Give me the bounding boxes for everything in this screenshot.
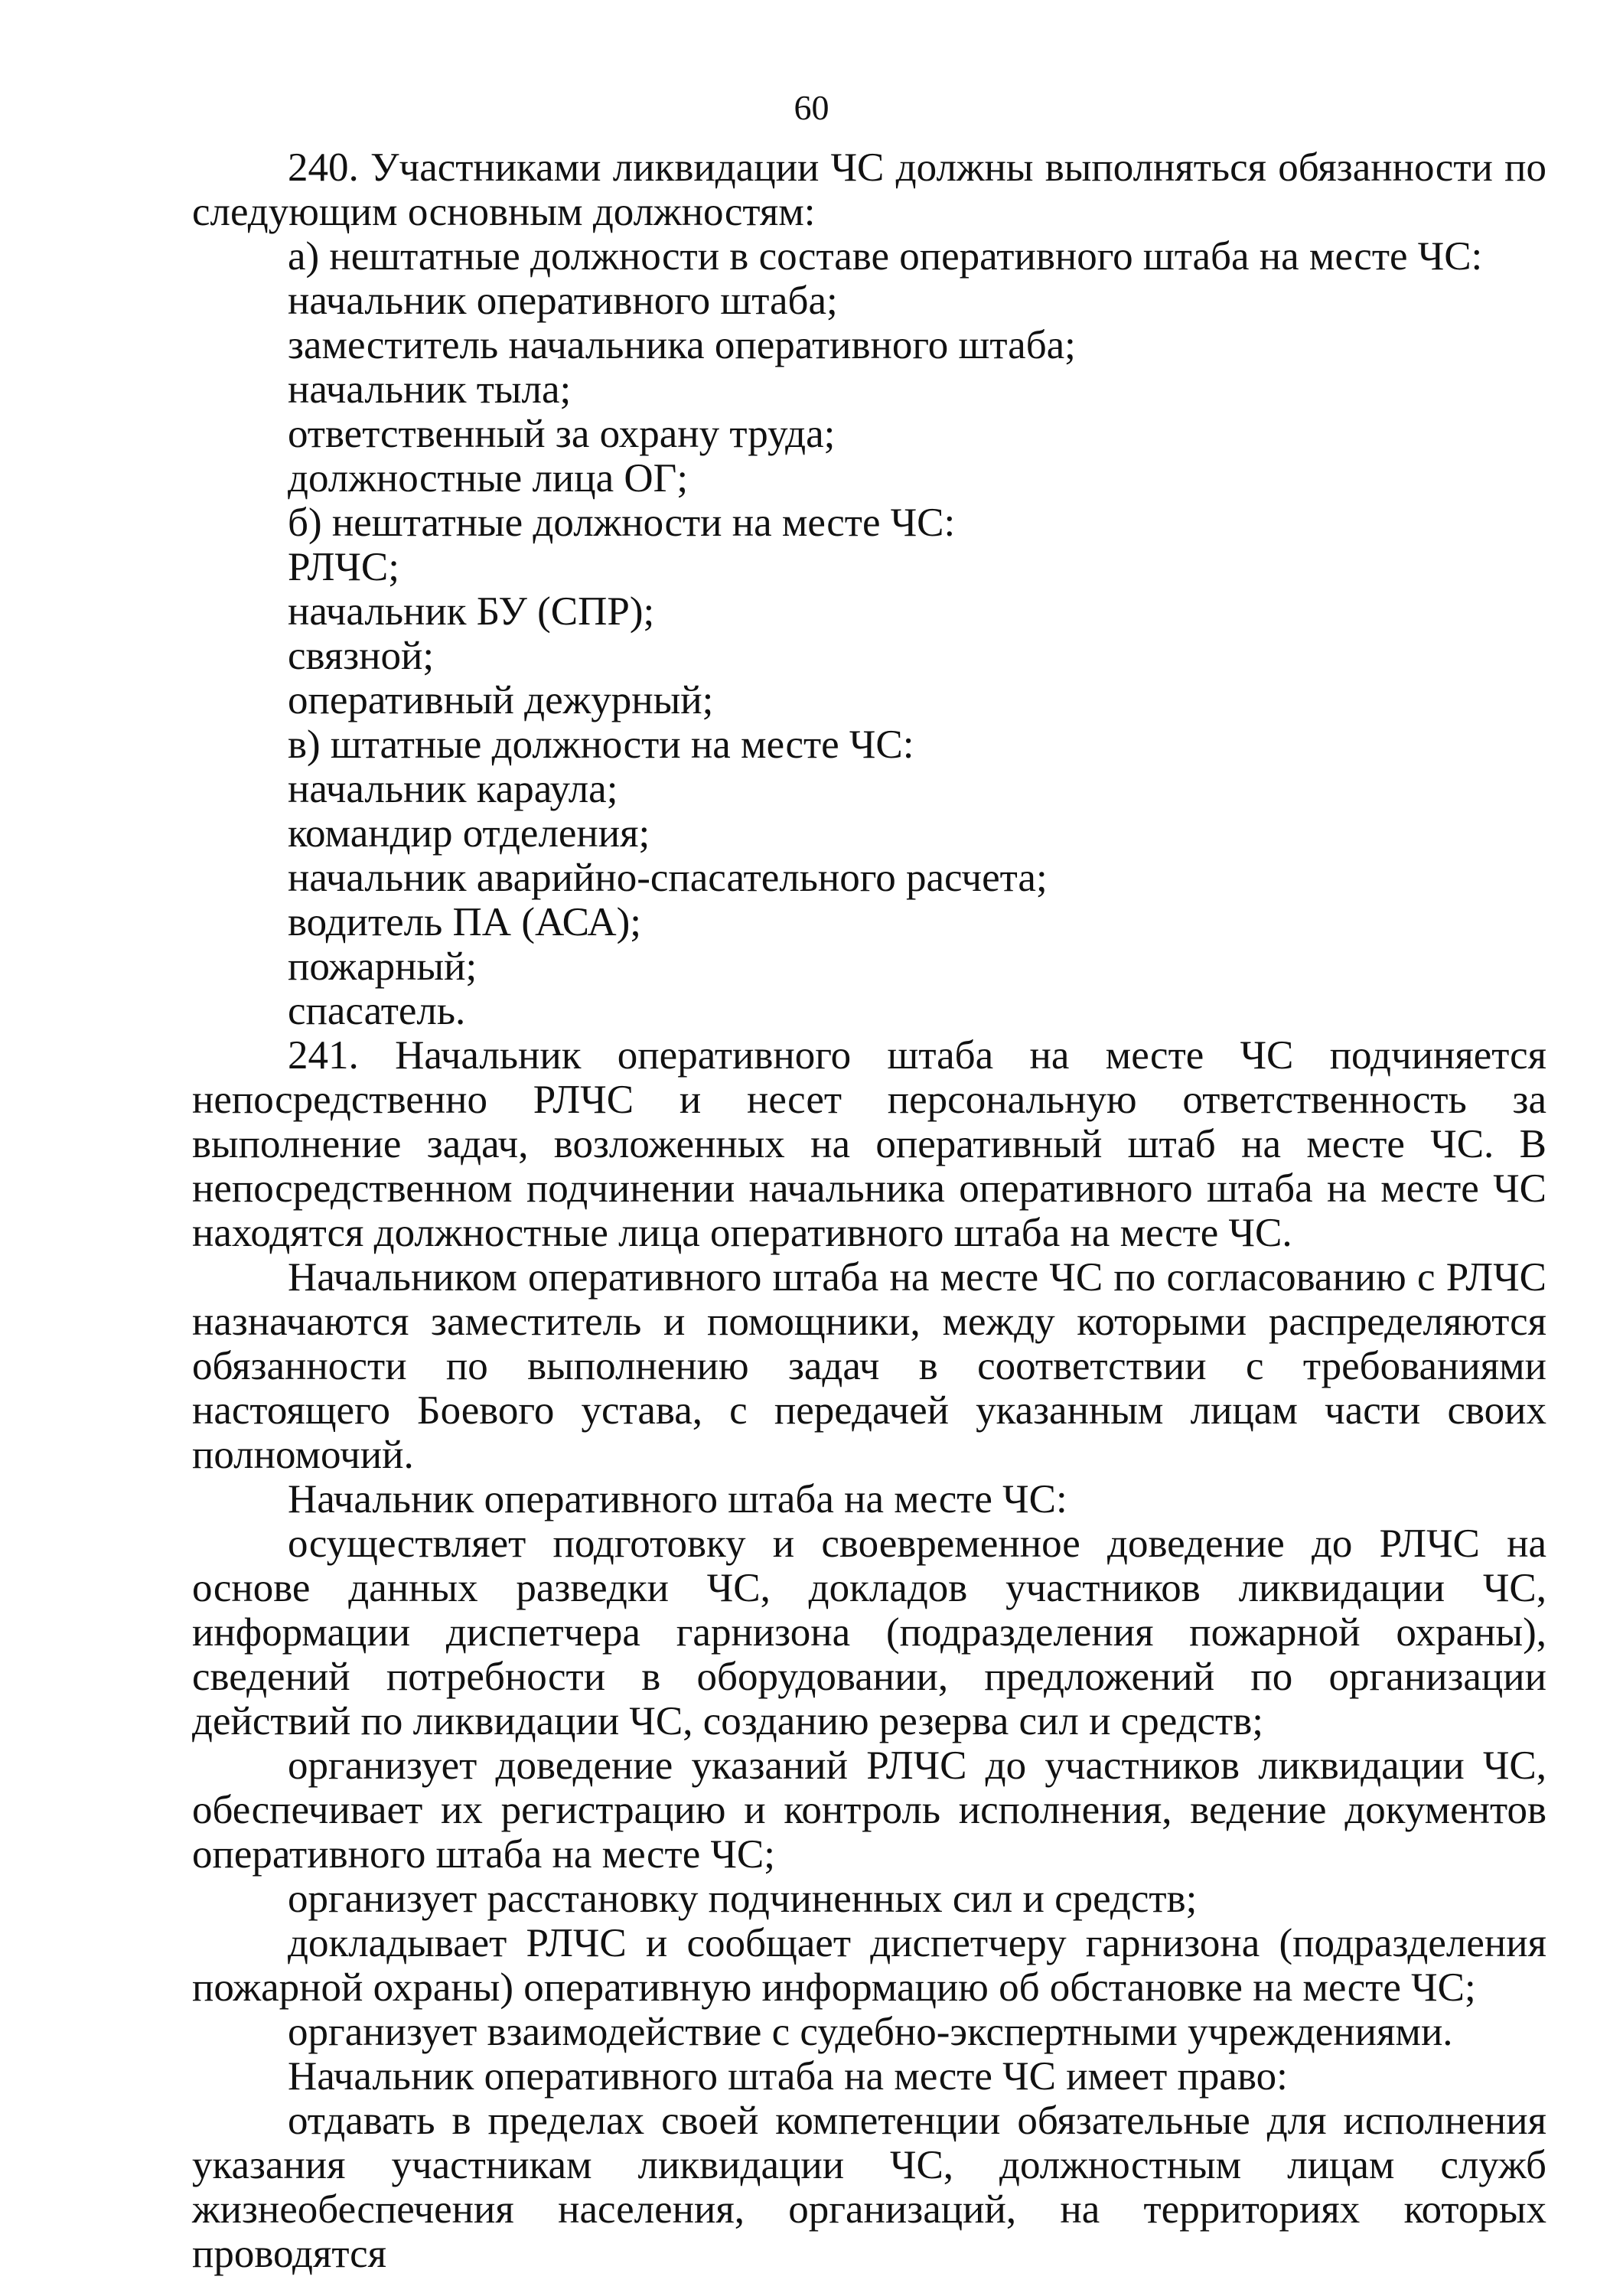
paragraph: отдавать в пределах своей компетенции обязательные для исполнения указания участникам ликвидации ЧС, должностным лицам служб жизнеобеспечения населения, организаций, на территориях которых проводятся [192, 2099, 1546, 2276]
list-item: а) нештатные должности в составе оперативного штаба на месте ЧС: [288, 234, 1483, 279]
list-item: РЛЧС; [288, 545, 399, 589]
page-number: 60 [794, 88, 829, 127]
list-item: пожарный; [288, 944, 477, 989]
list-item: б) нештатные должности на месте ЧС: [288, 501, 956, 545]
paragraph: организует доведение указаний РЛЧС до участников ликвидации ЧС, обеспечивает их регистрацию и контроль исполнения, ведение документов оперативного штаба на месте ЧС; [192, 1743, 1546, 1877]
paragraph: докладывает РЛЧС и сообщает диспетчеру гарнизона (подразделения пожарной охраны) оперативную информацию об обстановке на месте ЧС; [192, 1921, 1546, 2010]
paragraph: 240. Участниками ликвидации ЧС должны выполняться обязанности по следующим основным должностям: [192, 145, 1546, 234]
list-item: начальник БУ (СПР); [288, 589, 655, 634]
paragraph: 241. Начальник оперативного штаба на месте ЧС подчиняется непосредственно РЛЧС и несет персональную ответственность за выполнение задач, возложенных на оперативный штаб на месте ЧС. В непосредственном подчинении начальника оперативного штаба на месте ЧС находятся должностные лица оперативного штаба на месте ЧС. [192, 1033, 1546, 1255]
paragraph: Начальник оперативного штаба на месте ЧС: [288, 1477, 1067, 1521]
list-item: командир отделения; [288, 811, 650, 856]
list-item: ответственный за охрану труда; [288, 412, 836, 456]
page-body [192, 145, 1546, 2276]
list-item: начальник аварийно-спасательного расчета; [288, 856, 1048, 900]
list-item: связной; [288, 634, 435, 678]
list-item: начальник тыла; [288, 367, 572, 412]
list-item: заместитель начальника оперативного штаба; [288, 323, 1076, 367]
paragraph: Начальник оперативного штаба на месте ЧС имеет право: [288, 2054, 1288, 2099]
list-item: водитель ПА (АСА); [288, 900, 641, 944]
paragraph: осуществляет подготовку и своевременное доведение до РЛЧС на основе данных разведки ЧС, докладов участников ликвидации ЧС, информации диспетчера гарнизона (подразделения пожарной охраны), сведений потребности в оборудовании, предложений по организации действий по ликвидации ЧС, созданию резерва сил и средств; [192, 1521, 1546, 1743]
paragraph: Начальником оперативного штаба на месте ЧС по согласованию с РЛЧС назначаются заместитель и помощники, между которыми распределяются обязанности по выполнению задач в соответствии с требованиями настоящего Боевого устава, с передачей указанным лицам части своих полномочий. [192, 1255, 1546, 1477]
list-item: спасатель. [288, 989, 466, 1033]
paragraph: организует расстановку подчиненных сил и средств; [288, 1877, 1198, 1921]
list-item: начальник караула; [288, 767, 618, 811]
list-item: должностные лица ОГ; [288, 456, 689, 501]
list-item: оперативный дежурный; [288, 678, 714, 722]
list-item: в) штатные должности на месте ЧС: [288, 722, 914, 767]
paragraph: организует взаимодействие с судебно-экспертными учреждениями. [288, 2010, 1453, 2054]
list-item: начальник оперативного штаба; [288, 279, 838, 323]
